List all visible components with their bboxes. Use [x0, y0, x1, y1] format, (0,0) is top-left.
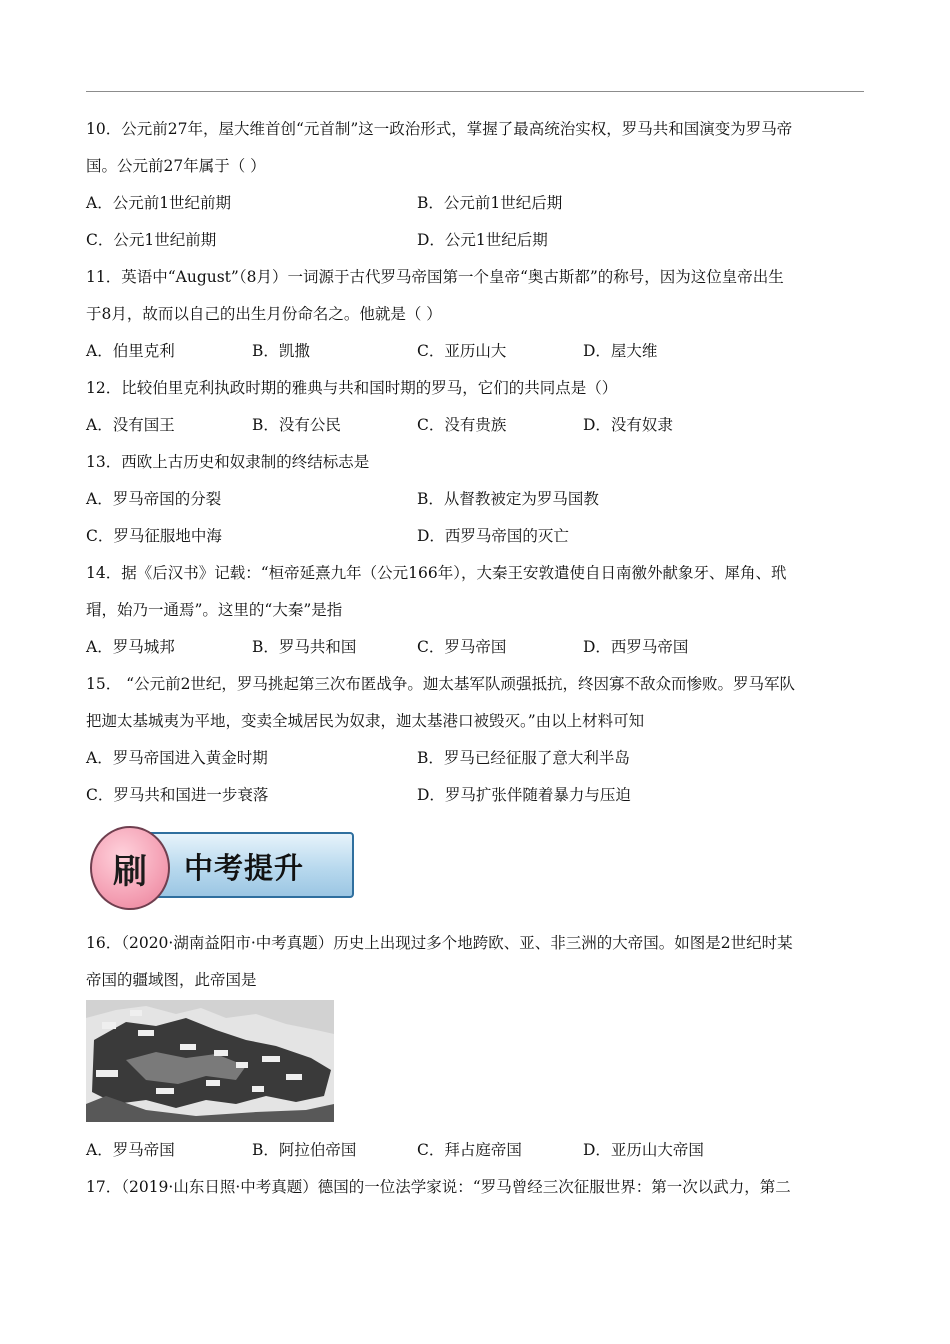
q14-option-c[interactable]: C．罗马帝国	[417, 638, 507, 656]
banner-title: 中考提升	[184, 851, 305, 885]
q11-option-b[interactable]: B．凯撒	[252, 342, 310, 360]
section-banner	[88, 826, 352, 908]
q11-option-a[interactable]: A．伯里克利	[86, 342, 175, 360]
q12-option-c[interactable]: C．没有贵族	[417, 416, 507, 434]
q12-option-b[interactable]: B．没有公民	[252, 416, 341, 434]
q15-option-a[interactable]: A．罗马帝国进入黄金时期	[86, 749, 268, 767]
q10-option-c[interactable]: C．公元1世纪前期	[86, 231, 217, 249]
header-rule	[86, 91, 864, 92]
question-10-text-cont: 国。公元前27年属于（ ）	[86, 157, 266, 175]
question-16-text: 16．（2020·湖南益阳市·中考真题）历史上出现过多个地跨欧、亚、非三洲的大帝国。如图是2世纪时某	[86, 934, 793, 952]
q11-option-c[interactable]: C．亚历山大	[417, 342, 507, 360]
question-11-text: 11．英语中“August”（8月）一词源于古代罗马帝国第一个皇帝“奥古斯都”的称号，因为这位皇帝出生	[86, 268, 784, 286]
q13-option-c[interactable]: C．罗马征服地中海	[86, 527, 222, 545]
question-10-text: 10．公元前27年，屋大维首创“元首制”这一政治形式，掌握了最高统治实权，罗马共和国演变为罗马帝	[86, 120, 793, 138]
q16-option-b[interactable]: B．阿拉伯帝国	[252, 1141, 357, 1159]
question-16-text-cont: 帝国的疆域图，此帝国是	[86, 971, 257, 989]
q15-option-b[interactable]: B．罗马已经征服了意大利半岛	[417, 749, 630, 767]
question-14-text-cont: 瑁，始乃一通焉”。这里的“大秦”是指	[86, 601, 343, 619]
q13-option-a[interactable]: A．罗马帝国的分裂	[86, 490, 222, 508]
q14-option-a[interactable]: A．罗马城邦	[86, 638, 175, 656]
question-15-text: 15． “公元前2世纪，罗马挑起第三次布匿战争。迦太基军队顽强抵抗，终因寡不敌众而惨败。罗马军队	[86, 675, 795, 693]
question-11-text-cont: 于8月，故而以自己的出生月份命名之。他就是（ ）	[86, 305, 442, 323]
q12-option-a[interactable]: A．没有国王	[86, 416, 175, 434]
q13-option-d[interactable]: D．西罗马帝国的灭亡	[417, 527, 569, 545]
q16-option-d[interactable]: D．亚历山大帝国	[583, 1141, 704, 1159]
q12-option-d[interactable]: D．没有奴隶	[583, 416, 673, 434]
q11-option-d[interactable]: D．屋大维	[583, 342, 658, 360]
q10-option-b[interactable]: B．公元前1世纪后期	[417, 194, 563, 212]
question-17-text: 17．（2019·山东日照·中考真题）德国的一位法学家说：“罗马曾经三次征服世界：第一次以武力，第二	[86, 1178, 791, 1196]
question-15-text-cont: 把迦太基城夷为平地，变卖全城居民为奴隶，迦太基港口被毁灭。”由以上材料可知	[86, 712, 645, 730]
question-13-text: 13．西欧上古历史和奴隶制的终结标志是	[86, 453, 370, 471]
q10-option-a[interactable]: A．公元前1世纪前期	[86, 194, 232, 212]
q13-option-b[interactable]: B．从督教被定为罗马国教	[417, 490, 599, 508]
q16-option-a[interactable]: A．罗马帝国	[86, 1141, 175, 1159]
q15-option-d[interactable]: D．罗马扩张伴随着暴力与压迫	[417, 786, 631, 804]
q14-option-b[interactable]: B．罗马共和国	[252, 638, 357, 656]
question-12-text: 12．比较伯里克利执政时期的雅典与共和国时期的罗马，它们的共同点是（）	[86, 379, 618, 397]
q10-option-d[interactable]: D．公元1世纪后期	[417, 231, 548, 249]
banner-badge: 刷	[90, 826, 170, 910]
question-14-text: 14．据《后汉书》记载：“桓帝延熹九年（公元166年），大秦王安敦遣使自日南徼外献象牙、犀角、玳	[86, 564, 787, 582]
q16-option-c[interactable]: C．拜占庭帝国	[417, 1141, 522, 1159]
empire-map-drawing	[86, 1000, 334, 1122]
q15-option-c[interactable]: C．罗马共和国进一步衰落	[86, 786, 269, 804]
q14-option-d[interactable]: D．西罗马帝国	[583, 638, 689, 656]
empire-map-image	[86, 1000, 334, 1122]
